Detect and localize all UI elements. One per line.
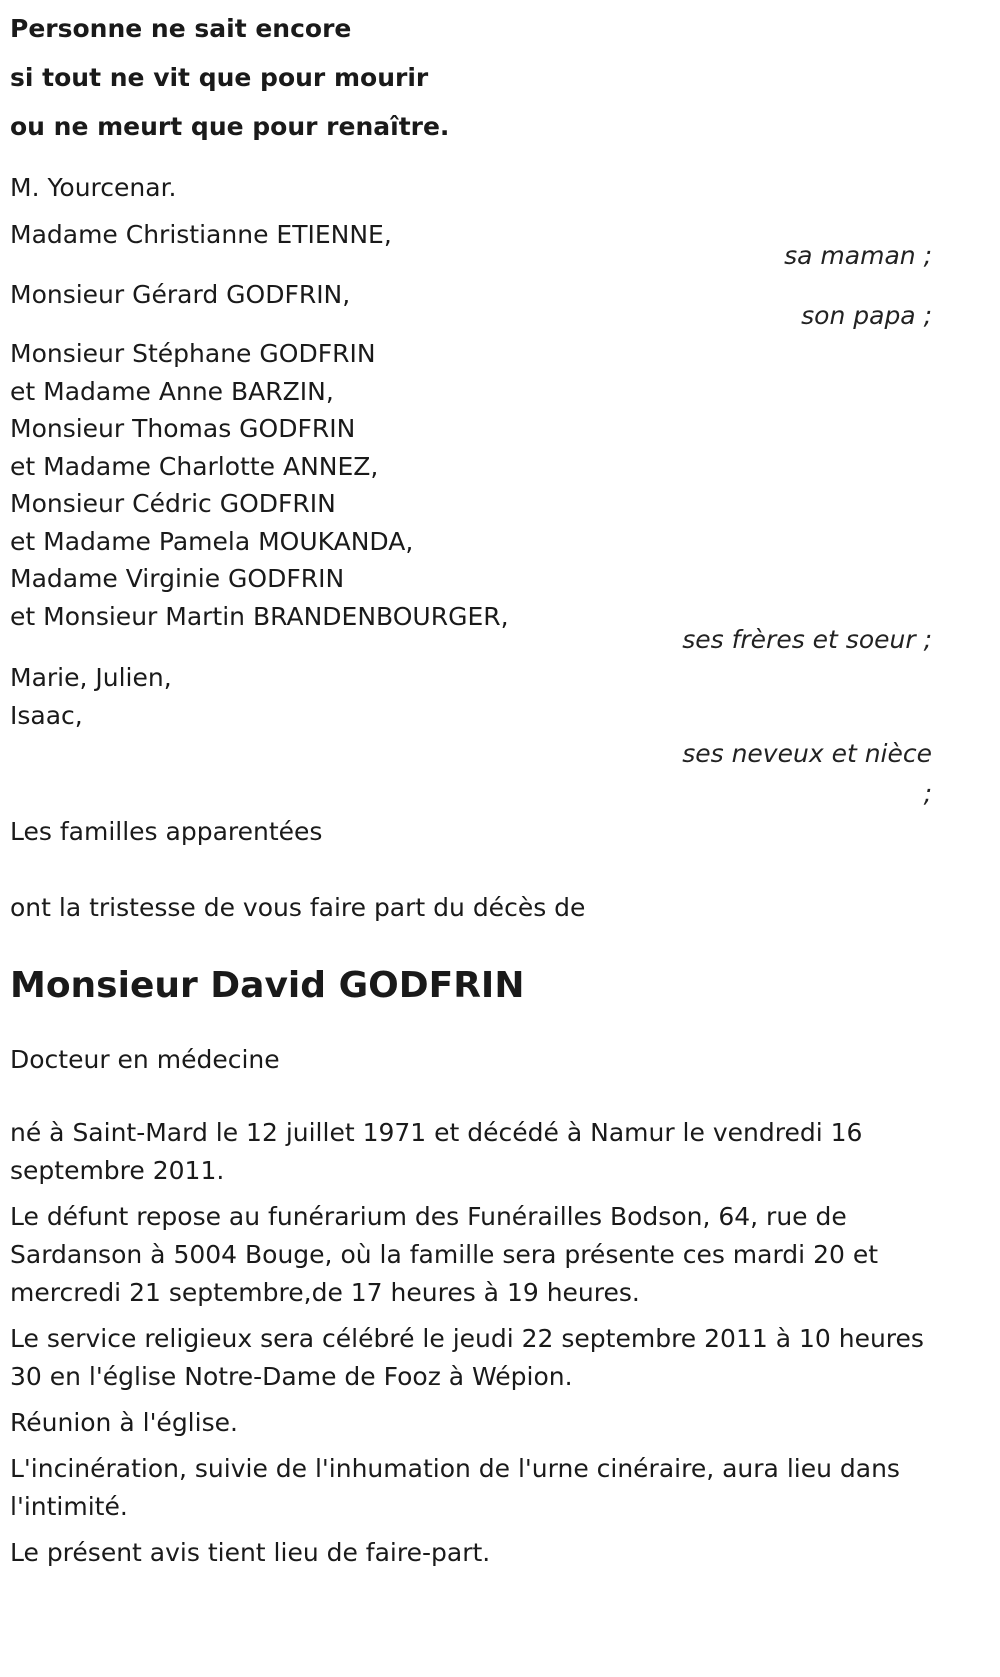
epigraph-author: M. Yourcenar. xyxy=(10,173,177,202)
family-group-father xyxy=(10,275,990,337)
paragraph-cremation: L'incinération, suivie de l'inhumation de l'urne cinéraire, aura lieu dans l'intimité. xyxy=(10,1454,900,1521)
family-name: Madame Virginie GODFRIN xyxy=(10,564,345,593)
family-name: Madame Christianne ETIENNE, xyxy=(10,220,392,249)
family-name: Monsieur Cédric GODFRIN xyxy=(10,489,336,518)
family-name: et Madame Pamela MOUKANDA, xyxy=(10,526,414,556)
paragraph-notice: Le présent avis tient lieu de faire-part. xyxy=(10,1538,491,1567)
family-name: et Madame Charlotte ANNEZ, xyxy=(10,451,379,481)
related-families: Les familles apparentées xyxy=(10,817,323,846)
family-name: Monsieur Stéphane GODFRIN xyxy=(10,339,376,368)
family-relation-line: ses neveux et nièce xyxy=(682,739,932,768)
family-relation: ses frères et soeur ; xyxy=(682,625,932,654)
family-group-siblings xyxy=(10,335,990,661)
deceased-title: Docteur en médecine xyxy=(10,1045,280,1074)
paragraph-meeting: Réunion à l'église. xyxy=(10,1408,238,1437)
family-name: Monsieur Gérard GODFRIN, xyxy=(10,280,351,309)
epigraph-quote xyxy=(10,4,990,151)
paragraph-funerarium: Le défunt repose au funérarium des Funérailles Bodson, 64, rue de Sardanson à 5004 Bouge, où la famille sera présente ces mardi 20 et mercredi 21 septembre,de 17 heures à 19 heures. xyxy=(10,1202,879,1307)
family-name: Monsieur Thomas GODFRIN xyxy=(10,414,356,443)
family-name: et Madame Anne BARZIN, xyxy=(10,376,334,406)
family-name: Marie, Julien, xyxy=(10,663,172,692)
deceased-name: Monsieur David GODFRIN xyxy=(10,965,525,1006)
paragraph-religious-service: Le service religieux sera célébré le jeudi 22 septembre 2011 à 10 heures 30 en l'église Notre-Dame de Fooz à Wépion. xyxy=(10,1324,924,1391)
family-relation-line: ; xyxy=(923,779,932,808)
family-name: Isaac, xyxy=(10,700,83,730)
epigraph-line: si tout ne vit que pour mourir xyxy=(10,63,429,92)
family-relation xyxy=(10,734,932,814)
paragraph-birth-death: né à Saint-Mard le 12 juillet 1971 et décédé à Namur le vendredi 16 septembre 2011. xyxy=(10,1118,863,1185)
family-group-mother xyxy=(10,215,990,277)
announcement: ont la tristesse de vous faire part du décès de xyxy=(10,893,586,922)
family-group-nephews xyxy=(10,659,990,814)
family-relation: son papa ; xyxy=(801,301,932,330)
family-relation: sa maman ; xyxy=(784,241,932,270)
epigraph-line: Personne ne sait encore xyxy=(10,14,352,43)
family-name: et Monsieur Martin BRANDENBOURGER, xyxy=(10,601,509,631)
epigraph-line: ou ne meurt que pour renaître. xyxy=(10,112,450,141)
